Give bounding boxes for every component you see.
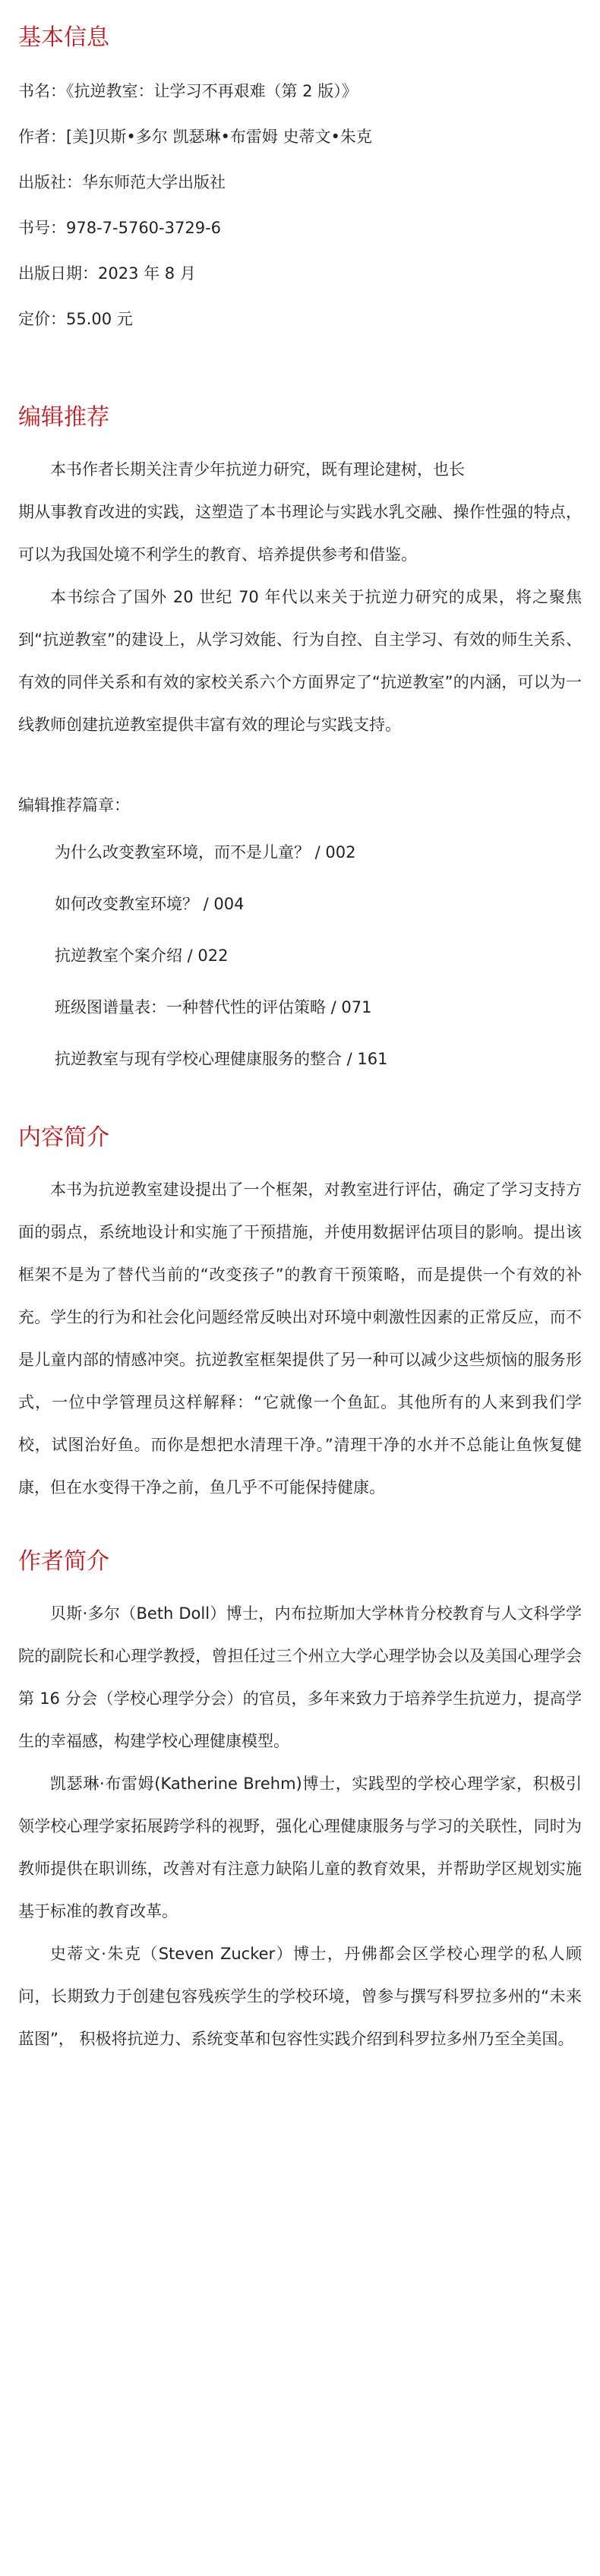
recommended-chapters-heading: 编辑推荐篇章： xyxy=(18,796,130,814)
section-title-editor-recommend: 编辑推荐 xyxy=(18,404,109,431)
book-isbn: 书号：978-7-5760-3729-6 xyxy=(18,219,222,237)
author-bio-zucker: 史蒂文·朱克（Steven Zucker）博士，丹佛都会区学校心理学的私人顾问，长期致力于创建包容残疾学生的学校环境，曾参与撰写科罗拉多州的“未来蓝图”， 积极将抗逆力、系统变革和包容性实践介绍到科罗拉多州乃至全美国。 xyxy=(18,1945,582,2048)
editor-paragraph-1a: 本书作者长期关注青少年抗逆力研究，既有理论建树，也长 xyxy=(50,460,465,479)
chapter-item: 班级图谱量表：一种替代性的评估策略 / 071 xyxy=(55,998,372,1016)
author-bio-brehm: 凯瑟琳·布雷姆(Katherine Brehm)博士，实践型的学校心理学家，积极引领学校心理学家拓展跨学科的视野，强化心理健康服务与学习的关联性，同时为教师提供在职训练，改善对有注意力缺陷儿童的教育效果，并帮助学区规划实施基于标准的教育改革。 xyxy=(18,1775,582,1920)
section-spacer xyxy=(18,1509,582,1547)
editor-paragraph-2: 本书综合了国外 20 世纪 70 年代以来关于抗逆力研究的成果，将之聚焦到“抗逆教室”的建设上，从学习效能、行为自控、自主学习、有效的师生关系、有效的同伴关系和有效的家校关系六个方面界定了“抗逆教室”的内涵，可以为一线教师创建抗逆教室提供丰富有效的理论与实践支持。 xyxy=(18,588,582,734)
section-spacer xyxy=(18,1085,582,1123)
publish-date: 出版日期：2023 年 8 月 xyxy=(18,264,196,283)
summary-paragraph: 本书为抗逆教室建设提出了一个框架，对教室进行评估，确定了学习支持方面的弱点，系统地设计和实施了干预措施，并使用数据评估项目的影响。提出该框架不是为了替代当前的“改变孩子”的教育干预策略，而是提供一个有效的补充。学生的行为和社会化问题经常反映出对环境中刺激性因素的正常反应，而不是儿童内部的情感冲突。抗逆教室框架提供了另一种可以减少这些烦恼的服务形式，一位中学管理员这样解释：“它就像一个鱼缸。其他所有的人来到我们学校，试图治好鱼。而你是想把水清理干净。”清理干净的水并不总能让鱼恢复健康，但在水变得干净之前，鱼几乎不可能保持健康。 xyxy=(18,1181,582,1497)
book-publisher: 出版社：华东师范大学出版社 xyxy=(18,173,226,191)
section-title-basic-info: 基本信息 xyxy=(18,24,109,51)
chapter-item: 如何改变教室环境？ / 004 xyxy=(55,895,245,913)
section-spacer xyxy=(18,746,582,784)
section-spacer xyxy=(18,342,582,403)
editor-paragraph-1b: 期从事教育改进的实践，这塑造了本书理论与实践水乳交融、操作性强的特点，可以为我国处境不利学生的教育、培养提供参考和借鉴。 xyxy=(18,503,582,564)
section-title-content-summary: 内容简介 xyxy=(18,1124,109,1151)
book-name: 书名：《抗逆教室：让学习不再艰难（第 2 版）》 xyxy=(18,82,358,100)
book-price: 定价：55.00 元 xyxy=(18,310,133,328)
section-title-author-bio: 作者简介 xyxy=(18,1548,109,1575)
recommended-chapters-list xyxy=(18,827,582,1085)
author-bio-doll: 贝斯·多尔（Beth Doll）博士，内布拉斯加大学林肯分校教育与人文科学学院的副院长和心理学教授，曾担任过三个州立大学心理学协会以及美国心理学会第 16 分会（学校心理学分会）的官员，多年来致力于培养学生抗逆力，提高学生的幸福感，构建学校心理健康模型。 xyxy=(18,1604,582,1750)
chapter-item: 抗逆教室个案介绍 / 022 xyxy=(55,947,229,965)
book-authors: 作者：[美]贝斯•多尔 凯瑟琳•布雷姆 史蒂文•朱克 xyxy=(18,128,372,146)
chapter-item: 抗逆教室与现有学校心理健康服务的整合 / 161 xyxy=(55,1050,388,1068)
chapter-item: 为什么改变教室环境，而不是儿童？ / 002 xyxy=(55,843,356,861)
